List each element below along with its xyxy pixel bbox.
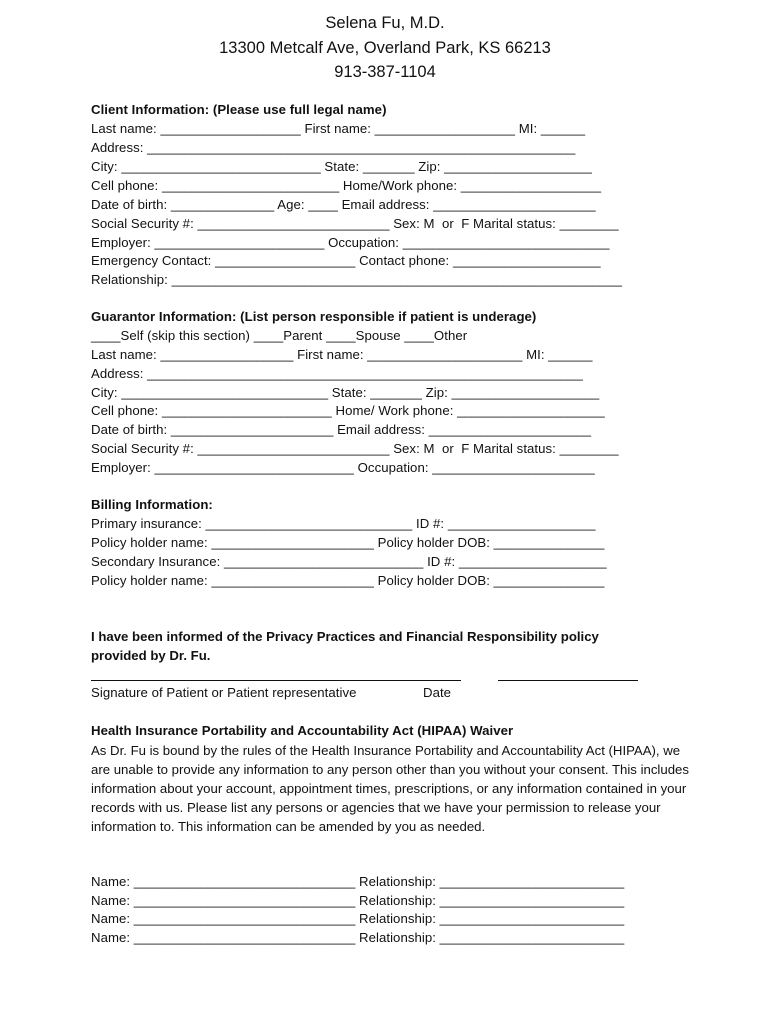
guarantor-relationship-options[interactable]: ____Self (skip this section) ____Parent ____Spouse ____Other (91, 328, 468, 343)
doctor-name: Selena Fu, M.D. (325, 14, 445, 32)
client-address-field[interactable]: Address: __________________________________________________________ (91, 140, 576, 155)
signature-label: Signature of Patient or Patient representative (91, 685, 357, 700)
client-emergency-contact-fields[interactable]: Emergency Contact: ___________________ Contact phone: ____________________ (91, 253, 601, 268)
secondary-insurance-fields[interactable]: Secondary Insurance: ___________________________ ID #: ____________________ (91, 554, 607, 569)
authorized-person-fields-4[interactable]: Name: ______________________________ Relationship: _________________________ (91, 930, 625, 945)
guarantor-phone-fields[interactable]: Cell phone: _______________________ Home/ Work phone: ____________________ (91, 403, 605, 418)
date-label: Date (423, 685, 452, 700)
privacy-acknowledgement: I have been informed of the Privacy Practices and Financial Responsibility policy provided by Dr. Fu. (91, 629, 599, 663)
guarantor-name-fields[interactable]: Last name: __________________ First name: _____________________ MI: ______ (91, 347, 593, 362)
secondary-policy-holder-fields[interactable]: Policy holder name: ______________________ Policy holder DOB: _______________ (91, 573, 605, 588)
hipaa-heading: Health Insurance Portability and Accountability Act (HIPAA) Waiver (91, 723, 514, 738)
billing-info-heading: Billing Information: (91, 497, 213, 512)
practice-header (0, 11, 770, 85)
client-info-heading: Client Information: (Please use full legal name) (91, 102, 387, 117)
date-line[interactable] (498, 680, 638, 681)
authorized-person-fields-3[interactable]: Name: ______________________________ Relationship: _________________________ (91, 911, 625, 926)
client-ssn-sex-marital-fields[interactable]: Social Security #: __________________________ Sex: M or F Marital status: ________ (91, 216, 619, 231)
client-city-state-zip-fields[interactable]: City: ___________________________ State: _______ Zip: ____________________ (91, 159, 592, 174)
authorized-person-fields-1[interactable]: Name: ______________________________ Relationship: _________________________ (91, 874, 625, 889)
guarantor-info-heading: Guarantor Information: (List person responsible if patient is underage) (91, 309, 537, 324)
guarantor-ssn-sex-marital-fields[interactable]: Social Security #: __________________________ Sex: M or F Marital status: ________ (91, 441, 619, 456)
practice-phone: 913-387-1104 (334, 63, 436, 81)
guarantor-city-state-zip-fields[interactable]: City: ____________________________ State: _______ Zip: ____________________ (91, 385, 600, 400)
client-relationship-field[interactable]: Relationship: _____________________________________________________________ (91, 272, 623, 287)
client-employer-occupation-fields[interactable]: Employer: _______________________ Occupation: ____________________________ (91, 235, 610, 250)
primary-policy-holder-fields[interactable]: Policy holder name: ______________________ Policy holder DOB: _______________ (91, 535, 605, 550)
hipaa-paragraph: As Dr. Fu is bound by the rules of the Health Insurance Portability and Accountability Act (HIPAA), we are unable to provide any information to any person other than you without your consent. This includes information about your account, appointment times, prescriptions, or any information contained in your records with us. Please list any persons or agencies that we have your permission to release your information to. This information can be amended by you as needed. (91, 743, 689, 834)
practice-address: 13300 Metcalf Ave, Overland Park, KS 66213 (219, 38, 551, 57)
guarantor-address-field[interactable]: Address: ___________________________________________________________ (91, 366, 583, 381)
client-name-fields[interactable]: Last name: ___________________ First name: ___________________ MI: ______ (91, 121, 586, 136)
client-phone-fields[interactable]: Cell phone: ________________________ Home/Work phone: ___________________ (91, 178, 602, 193)
primary-insurance-fields[interactable]: Primary insurance: ____________________________ ID #: ____________________ (91, 516, 596, 531)
guarantor-employer-occupation-fields[interactable]: Employer: ___________________________ Occupation: ______________________ (91, 460, 595, 475)
guarantor-dob-email-fields[interactable]: Date of birth: ______________________ Email address: ______________________ (91, 422, 592, 437)
signature-line[interactable] (91, 680, 461, 681)
authorized-person-fields-2[interactable]: Name: ______________________________ Relationship: _________________________ (91, 893, 625, 908)
client-dob-age-email-fields[interactable]: Date of birth: ______________ Age: ____ Email address: ______________________ (91, 197, 596, 212)
